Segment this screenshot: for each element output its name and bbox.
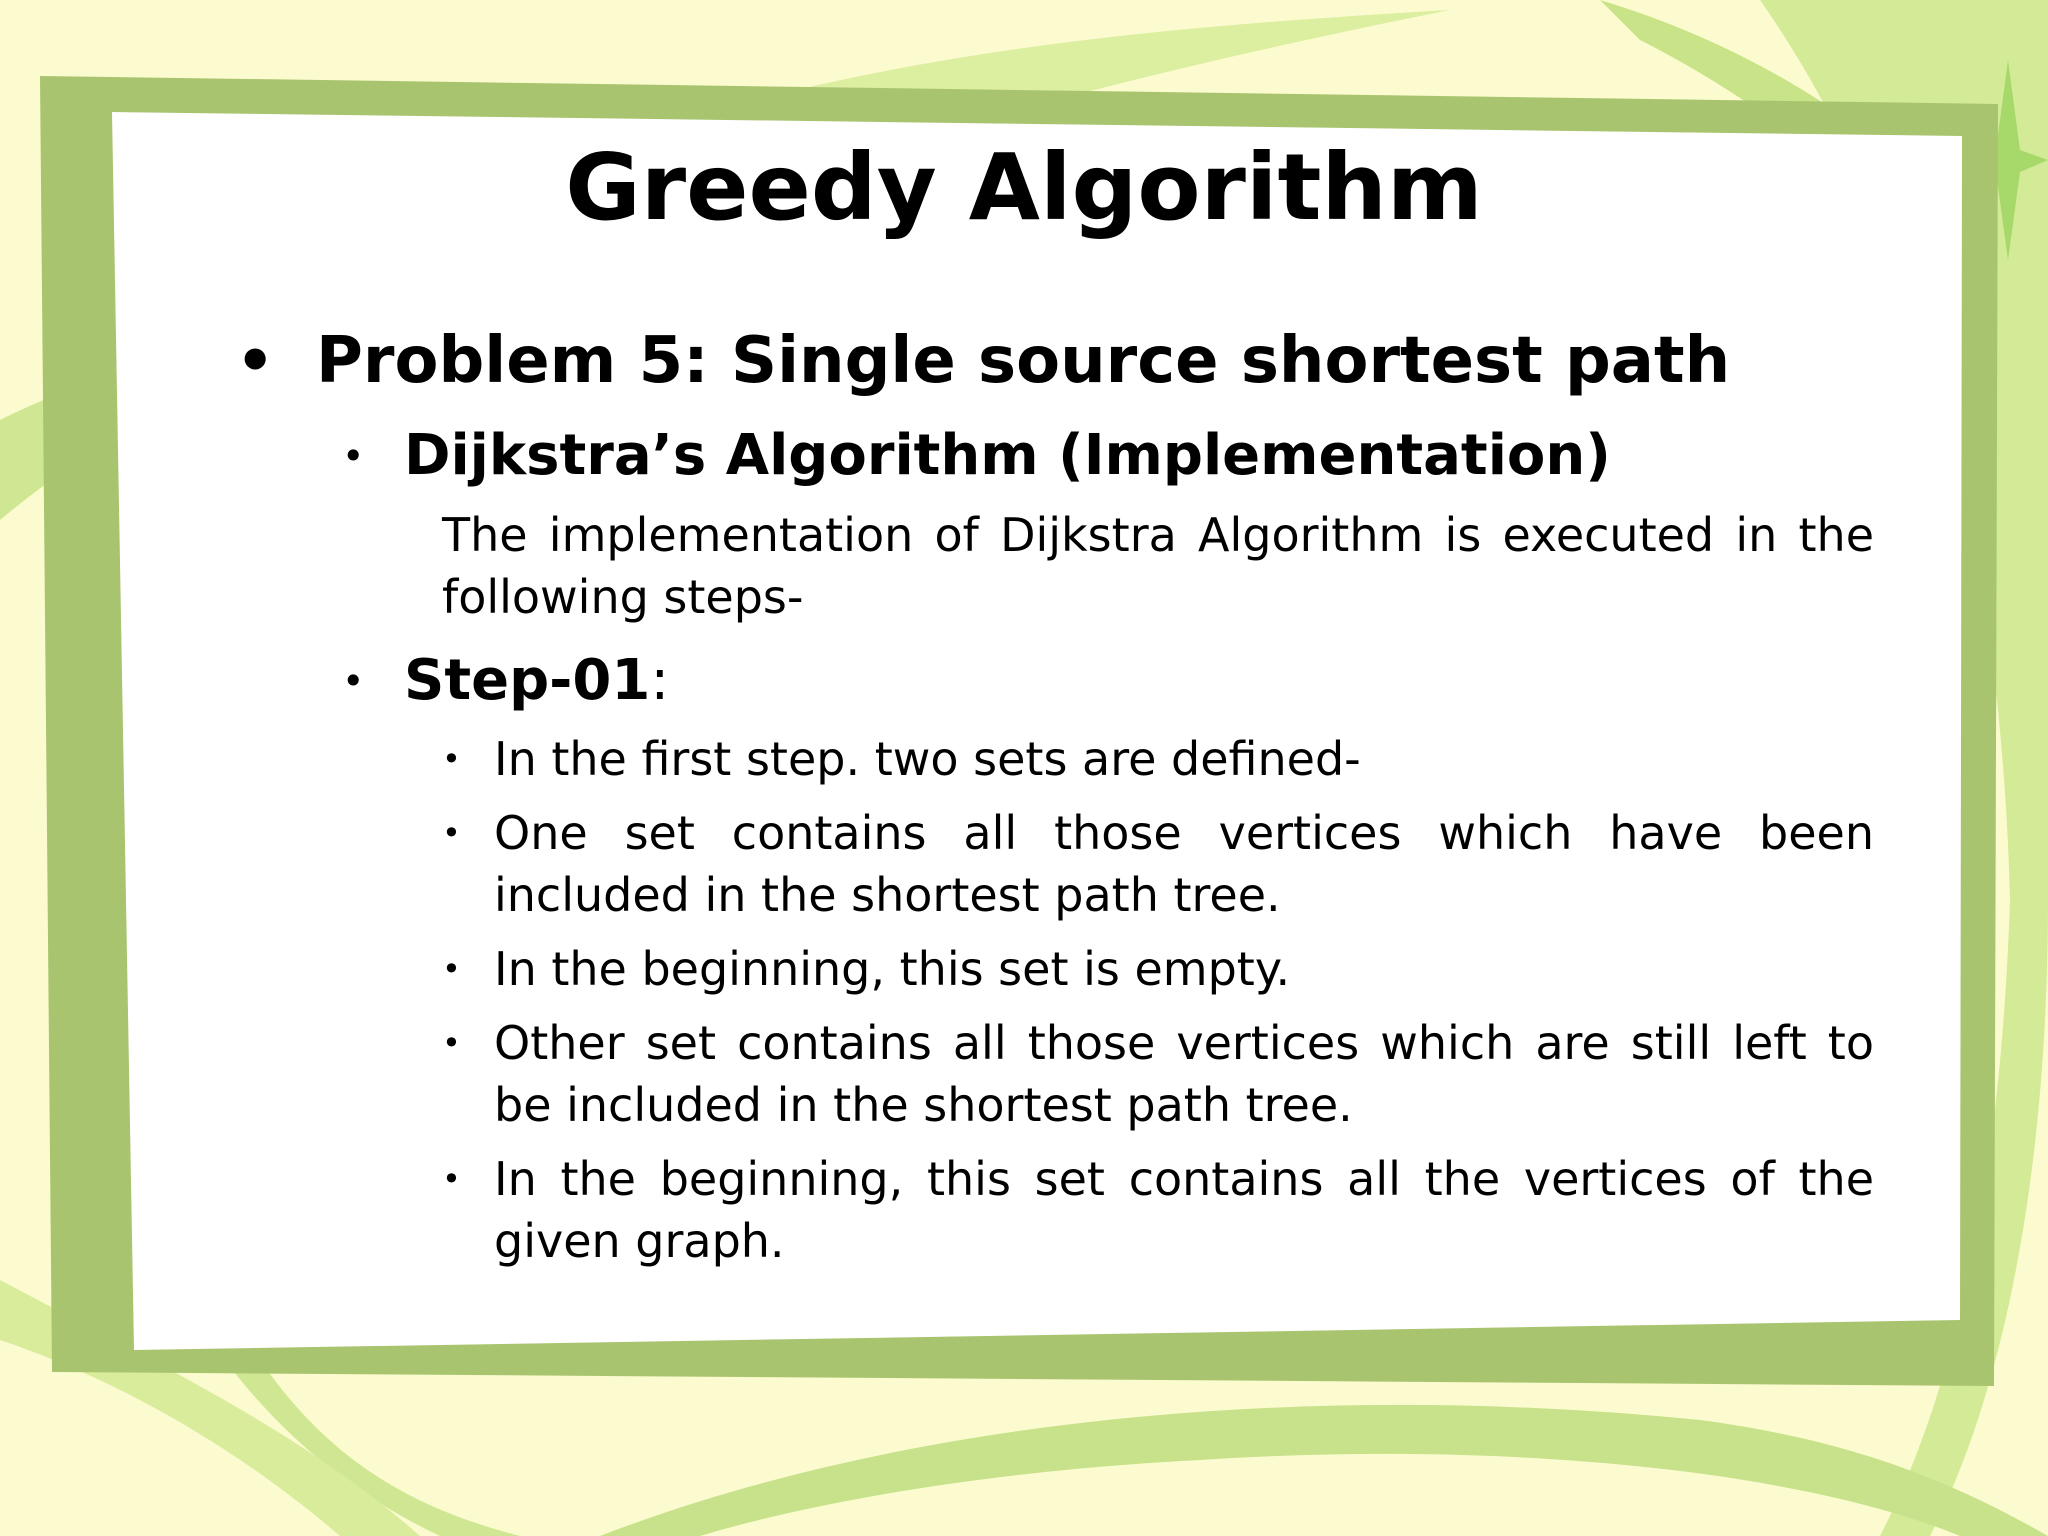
list-item: Other set contains all those vertices which are still left to be included in the shortest path tree. — [494, 1016, 1874, 1132]
bullet-icon: • — [342, 434, 365, 478]
bullet-icon: • — [442, 950, 461, 988]
list-item: In the first step. two sets are defined- — [494, 732, 1361, 786]
intro-paragraph: The implementation of Dijkstra Algorithm is executed in the following steps- — [442, 508, 1874, 624]
algorithm-subheading: Dijkstra’s Algorithm (Implementation) — [404, 423, 1611, 488]
bullet-icon: • — [236, 326, 275, 396]
bullet-icon: • — [342, 659, 365, 703]
list-item: One set contains all those vertices which have been included in the shortest path tree. — [494, 806, 1874, 922]
bullet-icon: • — [442, 1024, 461, 1062]
step-heading — [404, 643, 669, 719]
bullet-icon: • — [442, 814, 461, 852]
bullet-icon: • — [442, 740, 461, 778]
problem-heading: Problem 5: Single source shortest path — [316, 324, 1731, 398]
bullet-icon: • — [442, 1160, 461, 1198]
step-colon: : — [650, 648, 670, 713]
slide-title: Greedy Algorithm — [565, 134, 1483, 241]
step-label: Step-01 — [404, 648, 651, 713]
list-item: In the beginning, this set contains all the vertices of the given graph. — [494, 1152, 1874, 1268]
list-item: In the beginning, this set is empty. — [494, 942, 1291, 996]
